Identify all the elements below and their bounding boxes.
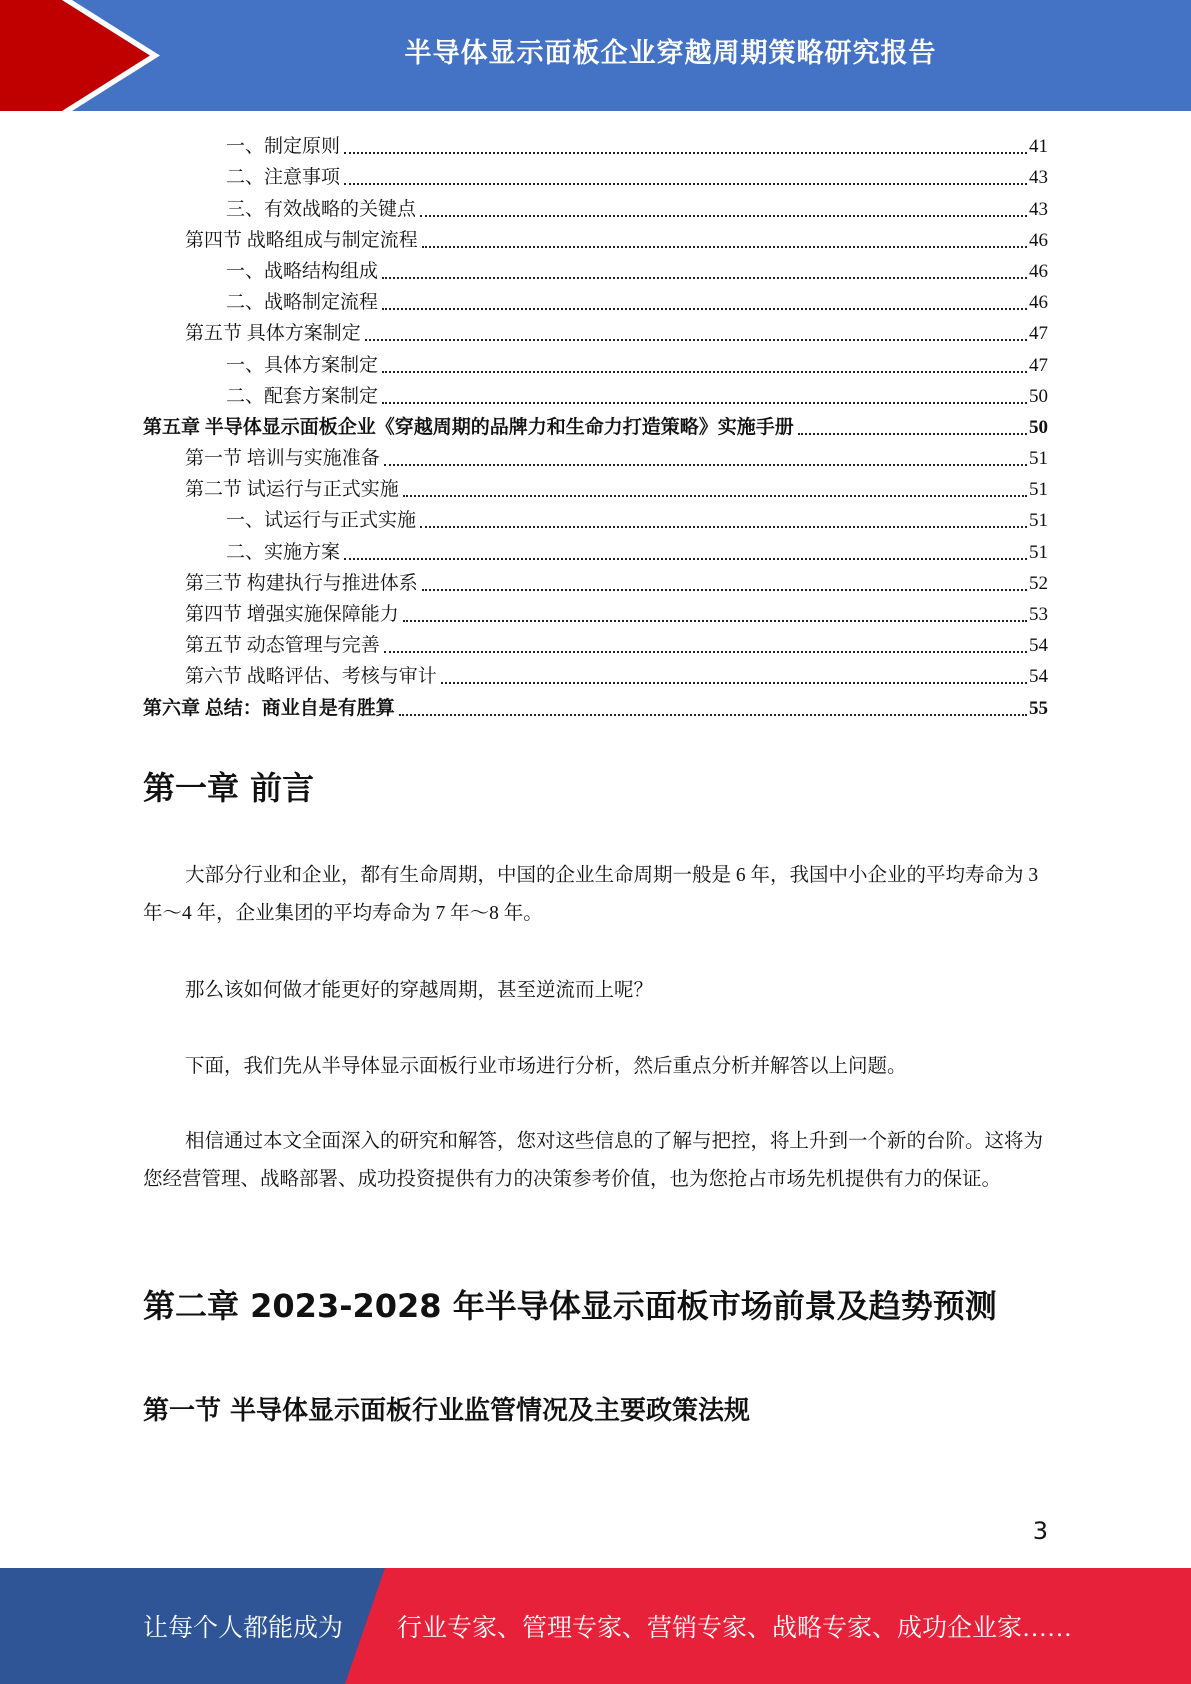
paragraph-3: 下面，我们先从半导体显示面板行业市场进行分析，然后重点分析并解答以上问题。 xyxy=(185,1056,907,1077)
toc-entry-title: 一、具体方案制定 xyxy=(226,354,379,376)
toc-leader-dots xyxy=(365,339,1027,341)
footer-slogan-right: 行业专家、管理专家、营销专家、战略专家、成功企业家…… xyxy=(397,1615,1073,1642)
toc-entry-title: 第二节 试运行与正式实施 xyxy=(185,479,399,501)
toc-entry-page: 43 xyxy=(1029,167,1048,189)
toc-entry[interactable] xyxy=(143,565,1048,596)
chapter-2-heading: 第二章 2023-2028 年半导体显示面板市场前景及趋势预测 xyxy=(143,1287,997,1325)
toc-entry-page: 47 xyxy=(1029,323,1048,345)
toc-entry-title: 第五节 动态管理与完善 xyxy=(185,635,380,657)
toc-entry-page: 41 xyxy=(1029,136,1048,158)
toc-entry[interactable] xyxy=(143,533,1048,564)
toc-entry-title: 第四节 增强实施保障能力 xyxy=(185,604,399,625)
toc-entry[interactable] xyxy=(143,596,1048,627)
toc-entry-title: 第六节 战略评估、考核与审计 xyxy=(185,666,437,688)
toc-entry[interactable] xyxy=(143,627,1048,658)
toc-leader-dots xyxy=(399,714,1027,716)
toc-entry-page: 51 xyxy=(1029,541,1048,563)
toc-leader-dots xyxy=(798,433,1027,435)
table-of-contents xyxy=(143,128,1048,721)
toc-entry-title: 第五节 具体方案制定 xyxy=(185,323,361,345)
toc-entry[interactable] xyxy=(143,440,1048,471)
toc-entry-title: 第四节 战略组成与制定流程 xyxy=(185,229,418,251)
toc-entry-page: 50 xyxy=(1029,385,1048,407)
toc-entry-page: 46 xyxy=(1029,229,1048,251)
toc-entry-title: 一、制定原则 xyxy=(226,136,341,158)
toc-entry[interactable] xyxy=(143,409,1048,440)
toc-entry[interactable] xyxy=(143,378,1048,409)
toc-entry-page: 50 xyxy=(1029,416,1048,438)
toc-entry-page: 52 xyxy=(1029,572,1048,594)
toc-entry[interactable] xyxy=(143,284,1048,315)
toc-leader-dots xyxy=(420,215,1027,217)
toc-entry-page: 55 xyxy=(1029,697,1048,719)
toc-entry-page: 54 xyxy=(1029,635,1048,657)
toc-entry-title: 第三节 构建执行与推进体系 xyxy=(185,572,418,594)
toc-leader-dots xyxy=(344,183,1027,185)
section-1-heading: 第一节 半导体显示面板行业监管情况及主要政策法规 xyxy=(143,1396,751,1426)
toc-entry[interactable] xyxy=(143,190,1048,221)
toc-entry-title: 二、注意事项 xyxy=(226,167,341,189)
toc-entry[interactable] xyxy=(143,253,1048,284)
toc-entry-page: 53 xyxy=(1029,604,1048,625)
paragraph-2: 那么该如何做才能更好的穿越周期，甚至逆流而上呢？ xyxy=(185,980,654,1001)
toc-leader-dots xyxy=(420,526,1027,528)
toc-entry-page: 51 xyxy=(1029,479,1048,501)
toc-entry[interactable] xyxy=(143,471,1048,502)
page-header xyxy=(0,0,1191,111)
toc-entry-title: 第五章 半导体显示面板企业《穿越周期的品牌力和生命力打造策略》实施手册 xyxy=(143,416,794,438)
toc-entry-title: 第六章 总结：商业自是有胜算 xyxy=(143,697,395,719)
toc-leader-dots xyxy=(422,246,1027,248)
footer-slogan-left: 让每个人都能成为 xyxy=(143,1615,344,1642)
toc-entry-page: 46 xyxy=(1029,260,1048,282)
toc-entry[interactable] xyxy=(143,658,1048,689)
toc-entry[interactable] xyxy=(143,222,1048,253)
red-chevron-icon xyxy=(0,0,160,111)
toc-entry-title: 二、实施方案 xyxy=(226,541,341,563)
toc-entry-page: 51 xyxy=(1029,448,1048,470)
toc-leader-dots xyxy=(382,371,1027,373)
toc-entry-page: 43 xyxy=(1029,198,1048,220)
toc-entry-title: 第一节 培训与实施准备 xyxy=(185,448,380,470)
toc-entry[interactable] xyxy=(143,315,1048,346)
toc-entry-title: 三、有效战略的关键点 xyxy=(226,198,417,220)
page-number: 3 xyxy=(1032,1517,1048,1545)
toc-leader-dots xyxy=(384,651,1027,653)
toc-leader-dots xyxy=(441,682,1027,684)
paragraph-1: 大部分行业和企业，都有生命周期，中国的企业生命周期一般是 6 年，我国中小企业的平均寿命为 3 年～4 年，企业集团的平均寿命为 7 年～8 年。 xyxy=(143,865,1039,924)
report-title: 半导体显示面板企业穿越周期策略研究报告 xyxy=(404,37,937,69)
toc-entry-page: 47 xyxy=(1029,354,1048,376)
toc-leader-dots xyxy=(382,277,1027,279)
toc-entry[interactable] xyxy=(143,502,1048,533)
toc-entry-title: 一、战略结构组成 xyxy=(226,260,379,282)
toc-entry-page: 46 xyxy=(1029,292,1048,314)
toc-entry-page: 51 xyxy=(1029,510,1048,532)
paragraph-4: 相信通过本文全面深入的研究和解答，您对这些信息的了解与把控，将上升到一个新的台阶。这将为您经营管理、战略部署、成功投资提供有力的决策参考价值，也为您抢占市场先机提供有力的保证。 xyxy=(143,1131,1044,1190)
toc-leader-dots xyxy=(382,308,1027,310)
toc-entry[interactable] xyxy=(143,346,1048,377)
toc-leader-dots xyxy=(382,402,1027,404)
toc-entry[interactable] xyxy=(143,159,1048,190)
toc-leader-dots xyxy=(344,558,1027,560)
toc-entry-page: 54 xyxy=(1029,666,1048,688)
chapter-1-heading: 第一章 前言 xyxy=(143,769,315,807)
page-footer xyxy=(0,1568,1191,1684)
toc-entry-title: 二、战略制定流程 xyxy=(226,292,379,314)
toc-leader-dots xyxy=(403,495,1027,497)
toc-leader-dots xyxy=(344,152,1027,154)
toc-entry-title: 二、配套方案制定 xyxy=(226,385,379,407)
toc-leader-dots xyxy=(422,589,1027,591)
toc-entry[interactable] xyxy=(143,128,1048,159)
toc-leader-dots xyxy=(403,620,1027,622)
toc-leader-dots xyxy=(384,464,1027,466)
toc-entry-title: 一、试运行与正式实施 xyxy=(226,510,417,532)
toc-entry[interactable] xyxy=(143,689,1048,720)
